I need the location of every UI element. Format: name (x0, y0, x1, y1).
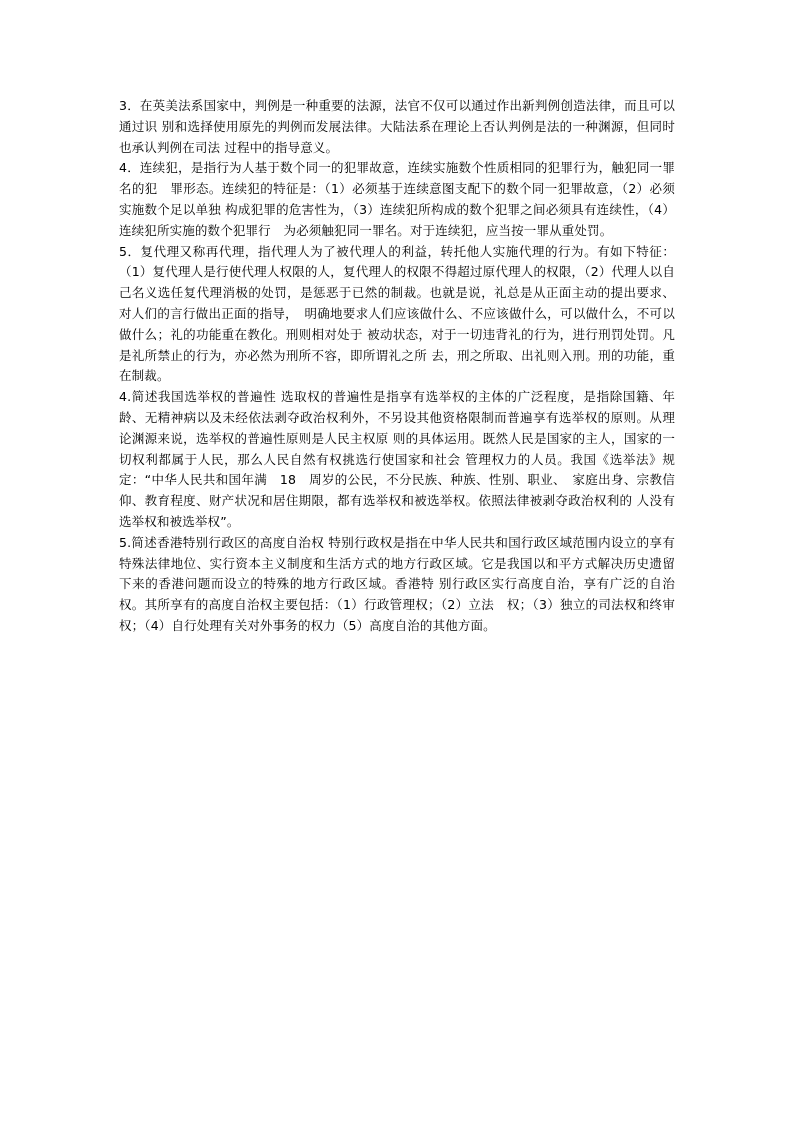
paragraph-continuous-crime: 4．连续犯，是指行为人基于数个同一的犯罪故意，连续实施数个性质相同的犯罪行为，触犯同一罪名的犯 罪形态。连续犯的特征是：（1）必须基于连续意图支配下的数个同一犯罪故意，（2）必须实施数个足以单独 构成犯罪的危害性为，（3）连续犯所构成的数个犯罪之间必须具有连续性，（4）连续犯所实施的数个犯罪行 为必须触犯同一罪名。对于连续犯，应当按一罪从重处罚。 (119, 160, 675, 238)
paragraph-sub-agency: 5．复代理又称再代理，指代理人为了被代理人的利益，转托他人实施代理的行为。有如下特征：（1）复代理人是行使代理人权限的人，复代理人的权限不得超过原代理人的权限，（2）代理人以自己名义选任复代理消极的处罚，是惩恶于已然的制裁。也就是说，礼总是从正面主动的提出要求、对人们的言行做出正面的指导， 明确地要求人们应该做什么、不应该做什么，可以做什么，不可以做什么；礼的功能重在教化。刑则相对处于 被动状态，对于一切违背礼的行为，进行刑罚处罚。凡是礼所禁止的行为，亦必然为刑所不容，即所谓礼之所 去，刑之所取、出礼则入刑。刑的功能，重在制裁。 (119, 243, 675, 384)
paragraph-hk-autonomy: 5.简述香港特别行政区的高度自治权 特别行政权是指在中华人民共和国行政区域范围内设立的享有特殊法律地位、实行资本主义制度和生活方式的地方行政区域。它是我国以和平方式解决历史遗留下来的香港问题而设立的特殊的地方行政区域。香港特 别行政区实行高度自治，享有广泛的自治权。其所享有的高度自治权主要包括：（1）行政管理权；（2）立法 权；（3）独立的司法权和终审权；（4）自行处理有关对外事务的权力（5）高度自治的其他方面。 (119, 534, 675, 633)
paragraph-universal-suffrage: 4.简述我国选举权的普遍性 选取权的普遍性是指享有选举权的主体的广泛程度，是指除国籍、年龄、无精神病以及未经依法剥夺政治权利外，不另设其他资格限制而普遍享有选举权的原则。从理论渊源来说，选举权的普遍性原则是人民主权原 则的具体运用。既然人民是国家的主人，国家的一切权利都属于人民，那么人民自然有权挑选行使国家和社会 管理权力的人员。我国《选举法》规定：“中华人民共和国年满 18 周岁的公民，不分民族、种族、性别、职业、 家庭出身、宗教信仰、教育程度、财产状况和居住期限，都有选举权和被选举权。依照法律被剥夺政治权利的 人没有选举权和被选举权”。 (119, 389, 675, 529)
paragraph-case-law: 3．在英美法系国家中，判例是一种重要的法源，法官不仅可以通过作出新判例创造法律，而且可以通过识 别和选择使用原先的判例而发展法律。大陆法系在理论上否认判例是法的一种渊源，但同时也承认判例在司法 过程中的指导意义。 (119, 98, 675, 155)
document-page (119, 96, 675, 637)
